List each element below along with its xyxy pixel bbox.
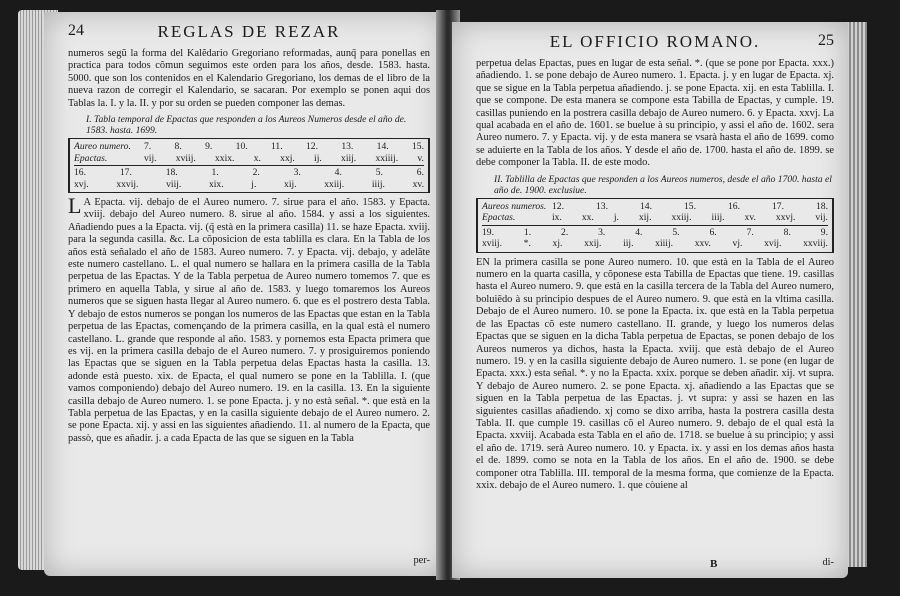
table-cell: xxiiij.: [375, 152, 399, 164]
table-cell: 1.: [211, 167, 219, 179]
right-paragraph-1: perpetua delas Epactas, pues en lugar de esta señal. *. (que se pone por Epacta. xxx.) añadiendo. 1. se pone debajo de Aureo numero. 1. Epacta. j. y en lugar de Epacta. xj. que se sigue en la Tabla perpetua añadiendo. j. se pone Epacta. xij. en esta Tablilla. I. que se compone. De esta manera se compone esta Tabilla de Epactas, y cumple. 19. casillas puniendo en la postrera casilla debajo de Aureo numero. 6. y Epacta. xxvj. La qual acabada en el año de. 1601. se buelue à su principio, y assi el año de. 1602. sera Aureo numero. 7. y Epacta. vij. y de esta manera se vsarà hasta el año de 1699. como se aduierte en la Tabla de los años. Y desde el año de. 1700. hasta el año de. 1899. se debe componer la Tabla. II. de este modo.: [476, 58, 834, 169]
table-cell: iij.: [623, 238, 634, 250]
table1-row: [74, 153, 424, 165]
right-page: [452, 22, 848, 578]
table2: [476, 198, 834, 253]
table-cell: 4.: [635, 226, 643, 238]
table2-cells: [552, 201, 828, 213]
table2-row: [482, 238, 828, 250]
table-cell: j.: [251, 178, 257, 190]
table-cell: xij.: [284, 178, 297, 190]
table-cell: *.: [523, 238, 531, 250]
table-cell: vj.: [732, 238, 743, 250]
table-cell: xxij.: [584, 238, 602, 250]
table-cell: 6.: [416, 167, 424, 179]
right-paragraph-2: EN la primera casilla se pone Aureo numero. 10. que està en la Tabla de el Aureo numero en la quarta casilla, y cõponese esta Tabilla de Epactas que tiene. 19. casillas hasta el Aureo numero. 9. que està en la casilla tercera de la Tabla del Aureo numero, boluiẽdo à su principio despues de el Aureo numero. 9. que està en la vltima casilla. Debajo de el Aureo numero. 10. se pone la Epacta. ix. que està en la Tabla perpetua de las Epactas cõ este numero castellano. II. grande, y luego los numeros delas Epactas que se siguen en la dicha Tabla perpetua de Epactas, se ponen debajo de los Aureos numeros ya dichos, hasta la Epacta. xviij. que està debajo de el Aureo numero. 19. y en la casilla siguiente debajo de Aureo numero. 1. se pone (en lugar de Epacta. xxx.) esta señal. *. y no la Epacta. xxix. porque se deben añadir. xij. vt supra. Y debajo de Aureo numero. 2. se pone Epacta. xj. añadiendo a las Epactas que se siguen en la Tabla perpetua de las Epactas. j. vt supra: y assi se hazen en las siguientes casillas añadiendo. xj como se dixo arriba, hasta la postrera casilla desta Tabla. II. que cumple 19. casillas cõ el Aureo numero. 9. debajo de el qual està la Epacta. xxviij. Acabada esta Tabla en el año de. 1718. se buelue à su principio; y assi el año de. 1719. serà Aureo numero. 10. y Epacta. ix. y assi en los demas años hasta el de. 1899. como se nota en la Tabla de los años. En el año de. 1900. se debe componer otra Tablilla. III. temporal de la mesma forma, que comienze de la Epacta. xxix. debajo de el Aureo numero. 1. que còuiene al: [476, 256, 834, 491]
table1-row: [74, 179, 424, 191]
table-cell: xv.: [744, 212, 756, 224]
table2-row: [482, 225, 828, 239]
table1: [68, 138, 430, 193]
table2-row-label: Aureos numeros.: [482, 200, 547, 212]
table-cell: 7.: [746, 226, 754, 238]
table1-row: [74, 165, 424, 179]
table-cell: xxiij.: [324, 178, 345, 190]
table-cell: 17.: [772, 200, 784, 212]
left-catchword: per-: [413, 555, 430, 566]
table-cell: j.: [613, 212, 619, 224]
table-cell: xxix.: [215, 152, 235, 164]
table-cell: 2.: [252, 167, 260, 179]
table-cell: xvij.: [764, 238, 782, 250]
right-page-number: 25: [818, 32, 834, 49]
table-cell: 2.: [561, 226, 569, 238]
table-cell: ij.: [314, 152, 322, 164]
table-cell: 16.: [728, 200, 740, 212]
table-cell: 9.: [820, 226, 828, 238]
table-cell: xxvij.: [116, 178, 139, 190]
table2-cells: [552, 212, 828, 224]
right-running-title: EL OFFICIO ROMANO.: [549, 32, 761, 51]
table-cell: 15.: [684, 200, 696, 212]
table-cell: viij.: [166, 178, 182, 190]
table-cell: xx.: [581, 212, 594, 224]
left-body: [68, 48, 430, 445]
table-cell: 16.: [74, 167, 86, 179]
table-cell: 11.: [270, 141, 283, 153]
table-cell: 9.: [205, 141, 213, 153]
table-cell: vij.: [815, 212, 828, 224]
table1-cells: [74, 167, 424, 179]
table-cell: xvj.: [74, 178, 89, 190]
table-cell: 17.: [119, 167, 132, 179]
table2-row: [482, 212, 828, 224]
table-cell: 19.: [482, 226, 494, 238]
table2-cells: [482, 227, 828, 239]
table-cell: 5.: [375, 167, 383, 179]
table1-cells: [74, 179, 424, 191]
left-running-head: [68, 22, 430, 44]
table-cell: 12.: [552, 200, 564, 212]
table-cell: 13.: [596, 200, 608, 212]
table-cell: xviij.: [482, 238, 502, 250]
table-cell: 1.: [523, 226, 532, 238]
table2-cells: [482, 238, 828, 250]
table-cell: 12.: [305, 141, 318, 153]
signature-mark: B: [710, 558, 718, 570]
right-catchword: di-: [822, 557, 834, 568]
table1-row-label: Epactas.: [74, 152, 108, 164]
drop-cap: L: [68, 193, 82, 219]
table-cell: 5.: [672, 226, 680, 238]
table-cell: 3.: [598, 226, 606, 238]
table-cell: iiij.: [371, 178, 385, 190]
table2-row: [482, 201, 828, 213]
table-cell: xij.: [638, 212, 652, 224]
table-cell: 3.: [293, 167, 301, 179]
table-cell: ix.: [552, 212, 562, 224]
table-cell: 13.: [341, 141, 354, 153]
table-cell: 10.: [235, 141, 248, 153]
table2-row-label: Epactas.: [482, 212, 516, 224]
table1-row-label: Aureo numero.: [74, 141, 131, 153]
right-body: [476, 58, 834, 492]
table2-caption: II. Tablilla de Epactas que responden a los Aureos numeros, desde el año 1700. hasta el año de. 1900. exclusiue.: [494, 173, 832, 196]
left-page: [44, 12, 444, 576]
table-cell: xix.: [208, 178, 224, 190]
table-cell: xv.: [412, 178, 424, 190]
left-page-number: 24: [68, 22, 84, 39]
table-cell: 15.: [412, 141, 424, 153]
table-cell: 18.: [165, 167, 178, 179]
table-cell: xiiij.: [655, 238, 674, 250]
right-page-edges: [845, 22, 867, 567]
table-cell: 4.: [334, 167, 342, 179]
left-paragraph-1: numeros segũ la forma del Kalẽdario Gregoriano reformadas, aunq̃ para ponellas en practica para todos cõmun seguimos este orden para los años, desde. 1583. hasta. 5000. que son los contenidos en el Kalendario Gregoriano, los demas de el libro de la nueva razon de corregir el Kalendario, se sacaran. Por exemplo se ponen aqui dos Tablas la. I. y la. II. y por su orden se pueden componer las demas.: [68, 48, 430, 109]
table-cell: xxiij.: [671, 212, 692, 224]
table-cell: 14.: [640, 200, 652, 212]
table1-cells: [144, 141, 424, 153]
table-cell: xiij.: [341, 152, 357, 164]
table-cell: xxvj.: [775, 212, 796, 224]
table-cell: v.: [417, 152, 424, 164]
left-paragraph-2: A Epacta. vij. debajo de el Aureo numero. 7. sirue para el año. 1583. y Epacta. xviij. debajo del Aureo numero. 8. sirue al año. 1584. y assi a los siguientes. Añadiendo pues a la Epacta. vij. (q̃ està en la primera casilla) 11. se haze Epacta. xviij. para la segunda casilla. &c. La cõposicion de esta tablilla es clara. En la Tabla de los años està señalado el año de 1583. Aureo numero. 7. y Epacta. vij. debajo, y adelãte este numero castellano. L. el qual numero se hallara en la primera casilla de la Tabla perpetua de las Epactas. Y de la Tabla perpetua de Aureo numero tomemos 7. que es primero en aquella Tabla, y sirue al año de. 1583. y luego tomaremos los Aureos numeros que se siguen hasta llegar al Aureo numero. 6. que es el postrero desta Tabla. Y debajo de estos numeros se pongan los numeros de las Epactas que estan en la Tabla perpetua de las Epactas, començando de la primera casilla, en la qual està el numero castellano. L. grande que responde al año. 1583. y pornemos esta Epacta primera que es vij. en la primera casilla debajo de el Aureo numero. 7. y prosiguiremos poniendo las Epactas que se siguen en la Tabla perpetua delas Epactas hasta la casilla. 13. adonde està puesto. xix. de Epacta, el qual numero se pone en la Tablilla. I. (que vamos componiendo) debajo del Aureo numero. 19. en la casilla. 13. En la siguiente casilla debajo de Aureo numero. 1. se pone Epacta. j. y no està señal. *. que està en la Tabla perpetua de las Epactas, y en la casilla siguiente debajo de el Aureo numero. 2. se pone Epacta. xij. y assi en las siguientes añadiendo. 11. al numero de la Epacta, que passò, que es añadir. j. a cada Epacta de las que se siguen en la Tabla: [68, 197, 430, 444]
table-cell: x.: [253, 152, 261, 164]
table-cell: 18.: [816, 200, 828, 212]
table-cell: xxv.: [694, 238, 711, 250]
table-cell: xxviij.: [803, 238, 828, 250]
table1-row: [74, 141, 424, 153]
table-cell: 7.: [144, 141, 152, 153]
table-cell: xxj.: [280, 152, 295, 164]
table-cell: xviij.: [175, 152, 196, 164]
table-cell: 8.: [783, 226, 791, 238]
left-running-title: REGLAS DE REZAR: [157, 22, 341, 41]
table-cell: vij.: [144, 152, 157, 164]
table-cell: 14.: [376, 141, 389, 153]
table1-caption: I. Tabla temporal de Epactas que responden a los Aureos Numeros desde el año de. 1583. hasta. 1699.: [86, 114, 407, 137]
table1-cells: [144, 153, 424, 165]
table-cell: 8.: [174, 141, 182, 153]
table-cell: xj.: [552, 238, 563, 250]
table-cell: 6.: [709, 226, 717, 238]
table-cell: iiij.: [711, 212, 725, 224]
right-running-head: [476, 32, 834, 54]
